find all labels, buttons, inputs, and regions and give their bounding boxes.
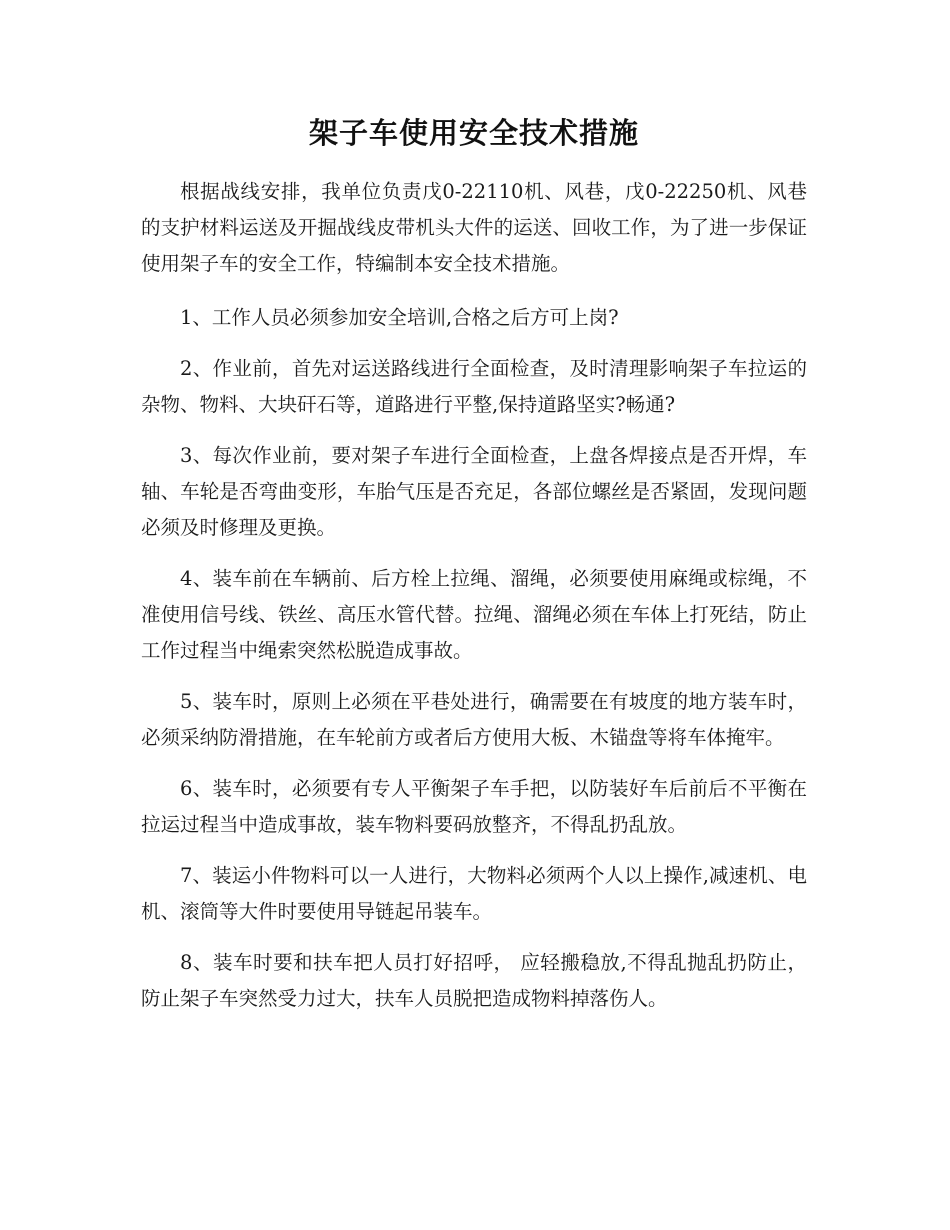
document-body <box>141 108 807 1032</box>
measure-item-7: 7、装运小件物料可以一人进行，大物料必须两个人以上操作,减速机、电机、滚筒等大件时要使用导链起吊装车。 <box>141 864 807 923</box>
measure-item-4: 4、装车前在车辆前、后方栓上拉绳、溜绳，必须要使用麻绳或棕绳，不准使用信号线、铁丝、高压水管代替。拉绳、溜绳必须在车体上打死结，防止工作过程当中绳索突然松脱造成事故。 <box>141 567 807 662</box>
measure-item-1: 1、工作人员必须参加安全培训,合格之后方可上岗? <box>180 306 619 329</box>
measure-item-5: 5、装车时，原则上必须在平巷处进行，确需要在有坡度的地方装车时，必须采纳防滑措施，在车轮前方或者后方使用大板、木锚盘等将车体掩牢。 <box>141 690 807 749</box>
measure-item-3: 3、每次作业前，要对架子车进行全面检查，上盘各焊接点是否开焊，车轴、车轮是否弯曲变形，车胎气压是否充足，各部位螺丝是否紧固，发现问题必须及时修理及更换。 <box>141 444 807 539</box>
measure-item-6: 6、装车时，必须要有专人平衡架子车手把，以防装好车后前后不平衡在拉运过程当中造成事故，装车物料要码放整齐，不得乱扔乱放。 <box>141 777 807 836</box>
document-title: 架子车使用安全技术措施 <box>308 116 639 150</box>
measure-item-2: 2、作业前，首先对运送路线进行全面检查，及时清理影响架子车拉运的杂物、物料、大块矸石等，道路进行平整,保持道路坚实?畅通? <box>141 357 807 416</box>
intro-paragraph: 根据战线安排，我单位负责戊0-22110机、风巷，戊0-22250机、风巷的支护材料运送及开掘战线皮带机头大件的运送、回收工作，为了进一步保证使用架子车的安全工作，特编制本安全技术措施。 <box>141 180 807 275</box>
measure-item-8: 8、装车时要和扶车把人员打好招呼， 应轻搬稳放,不得乱抛乱扔防止，防止架子车突然受力过大，扶车人员脱把造成物料掉落伤人。 <box>141 951 807 1010</box>
